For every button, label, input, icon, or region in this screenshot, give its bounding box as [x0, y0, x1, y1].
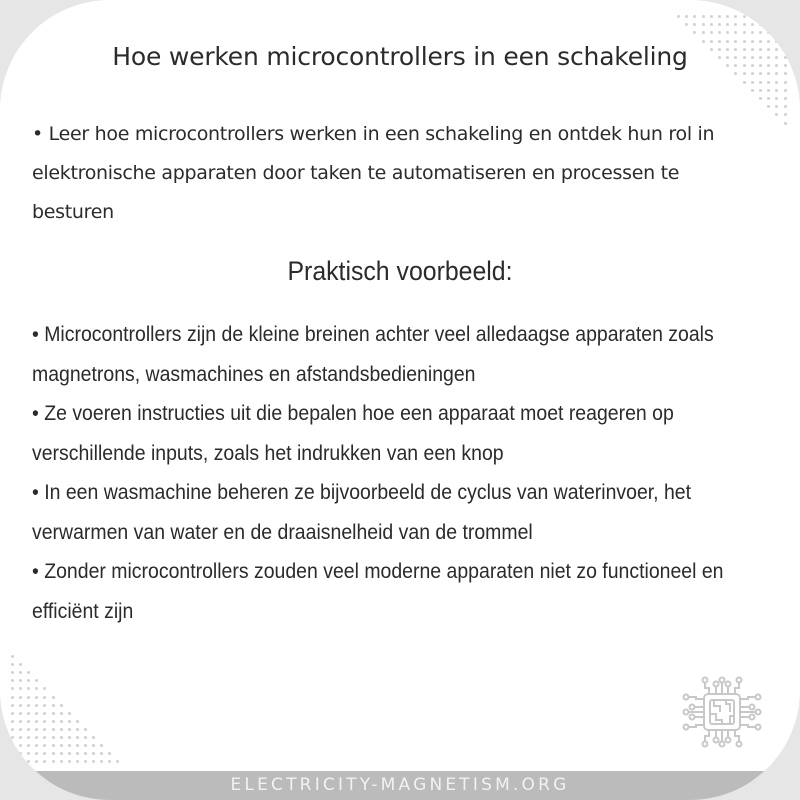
list-item: • In een wasmachine beheren ze bijvoorbeeld de cyclus van waterinvoer, het verwarmen van water en de draaisnelheid van de trommel: [32, 480, 692, 544]
section-heading: Praktisch voorbeeld:: [287, 256, 513, 286]
list-item: • Microcontrollers zijn de kleine breinen achter veel alledaagse apparaten zoals magnetrons, wasmachines en afstandsbedieningen: [32, 322, 714, 386]
list-item: • Zonder microcontrollers zouden veel moderne apparaten niet zo functioneel en efficiënt zijn: [32, 559, 724, 623]
list-item: • Ze voeren instructies uit die bepalen hoe een apparaat moet reageren op verschillende inputs, zoals het indrukken van een knop: [32, 401, 674, 465]
page-title: Hoe werken microcontrollers in een schakeling: [112, 42, 688, 71]
site-name: ELECTRICITY-MAGNETISM.ORG: [230, 775, 570, 795]
microchip-icon: [676, 676, 766, 756]
footer-bar: [0, 771, 800, 800]
intro-text: • Leer hoe microcontrollers werken in een schakeling en ontdek hun rol in elektronische apparaten door taken te automatiseren en processen te besturen: [32, 123, 715, 223]
bullet-list: [32, 315, 747, 631]
